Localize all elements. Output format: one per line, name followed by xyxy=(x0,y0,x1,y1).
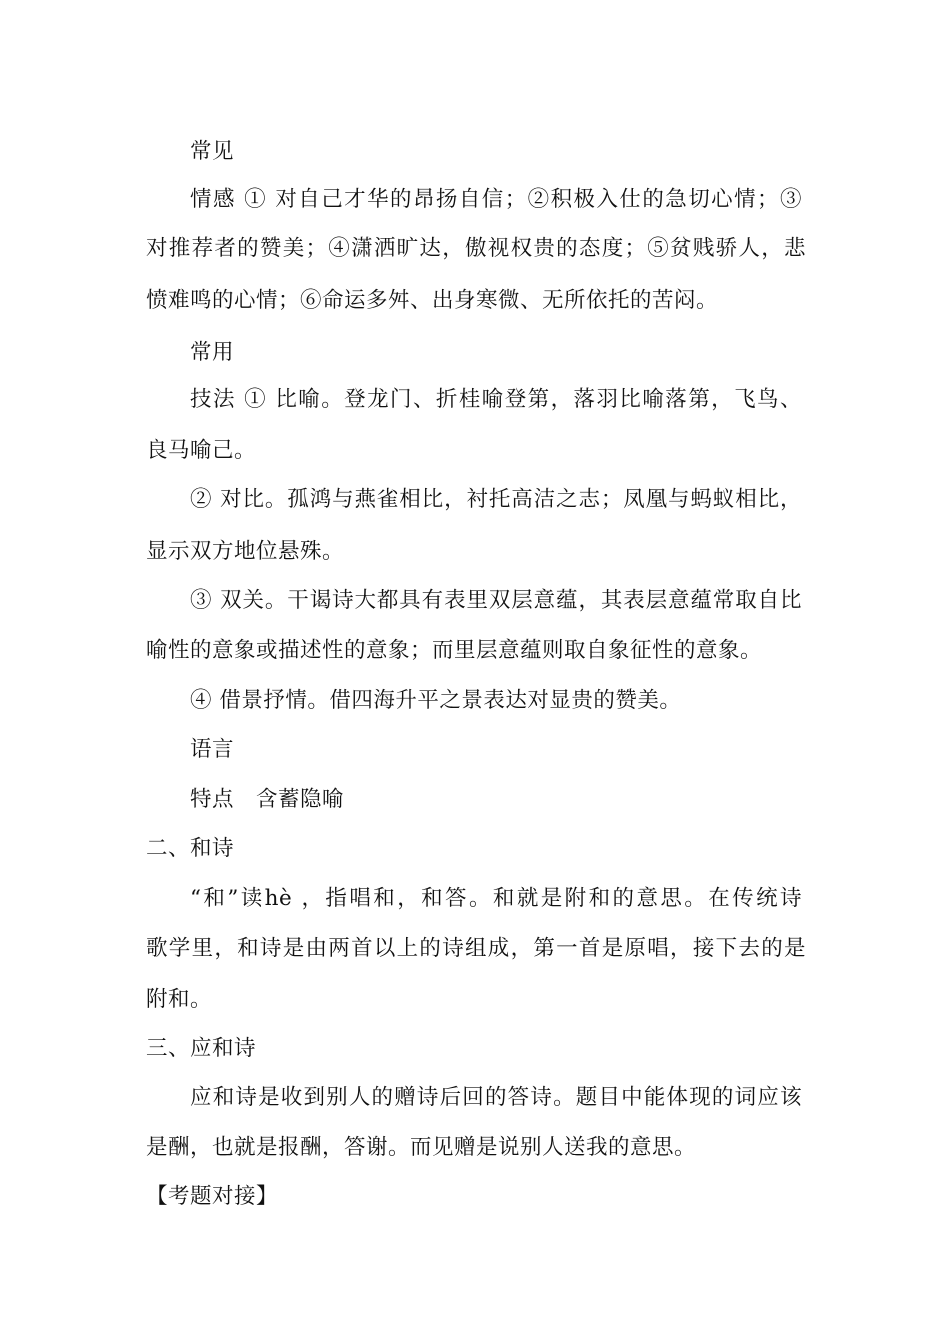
label-changjian: 常见 xyxy=(190,139,235,164)
section-heading-yingheshi: 三、应和诗 xyxy=(146,1036,257,1061)
technique-line-2: 良马喻己。 xyxy=(146,438,257,463)
emotion-line-1: 情感 ① 对自己才华的昂扬自信；②积极入仕的急切心情；③ xyxy=(190,187,802,212)
section-heading-heshi: 二、和诗 xyxy=(146,836,235,861)
label-yuyan: 语言 xyxy=(190,737,235,762)
language-feature-line: 特点 含蓄隐喻 xyxy=(190,787,345,812)
heshi-line-3: 附和。 xyxy=(146,987,213,1012)
yingheshi-line-2: 是酬，也就是报酬，答谢。而见赠是说别人送我的意思。 xyxy=(146,1135,697,1160)
technique-line-1: 技法 ① 比喻。登龙门、折桂喻登第，落羽比喻落第，飞鸟、 xyxy=(190,387,802,412)
emotion-line-3: 愤难鸣的心情；⑥命运多舛、出身寒微、无所依托的苦闷。 xyxy=(146,288,719,313)
heshi-line-1: “和”读hè ，指唱和，和答。和就是附和的意思。在传统诗 xyxy=(190,886,802,911)
exam-section-heading: 【考题对接】 xyxy=(146,1184,279,1209)
technique-pun-line-1: ③ 双关。干谒诗大都具有表里双层意蕴，其表层意蕴常取自比 xyxy=(190,588,802,613)
technique-contrast-line-1: ② 对比。孤鸿与燕雀相比，衬托高洁之志；凤凰与蚂蚁相比， xyxy=(190,487,802,512)
technique-scene-line: ④ 借景抒情。借四海升平之景表达对显贵的赞美。 xyxy=(190,688,682,713)
emotion-line-2: 对推荐者的赞美；④潇洒旷达，傲视权贵的态度；⑤贫贱骄人，悲 xyxy=(146,236,806,261)
yingheshi-line-1: 应和诗是收到别人的赠诗后回的答诗。题目中能体现的词应该 xyxy=(190,1085,802,1110)
label-changyong: 常用 xyxy=(190,340,235,365)
technique-pun-line-2: 喻性的意象或描述性的意象；而里层意蕴则取自象征性的意象。 xyxy=(146,638,763,663)
heshi-line-2: 歌学里，和诗是由两首以上的诗组成，第一首是原唱，接下去的是 xyxy=(146,936,806,961)
technique-contrast-line-2: 显示双方地位悬殊。 xyxy=(146,539,345,564)
